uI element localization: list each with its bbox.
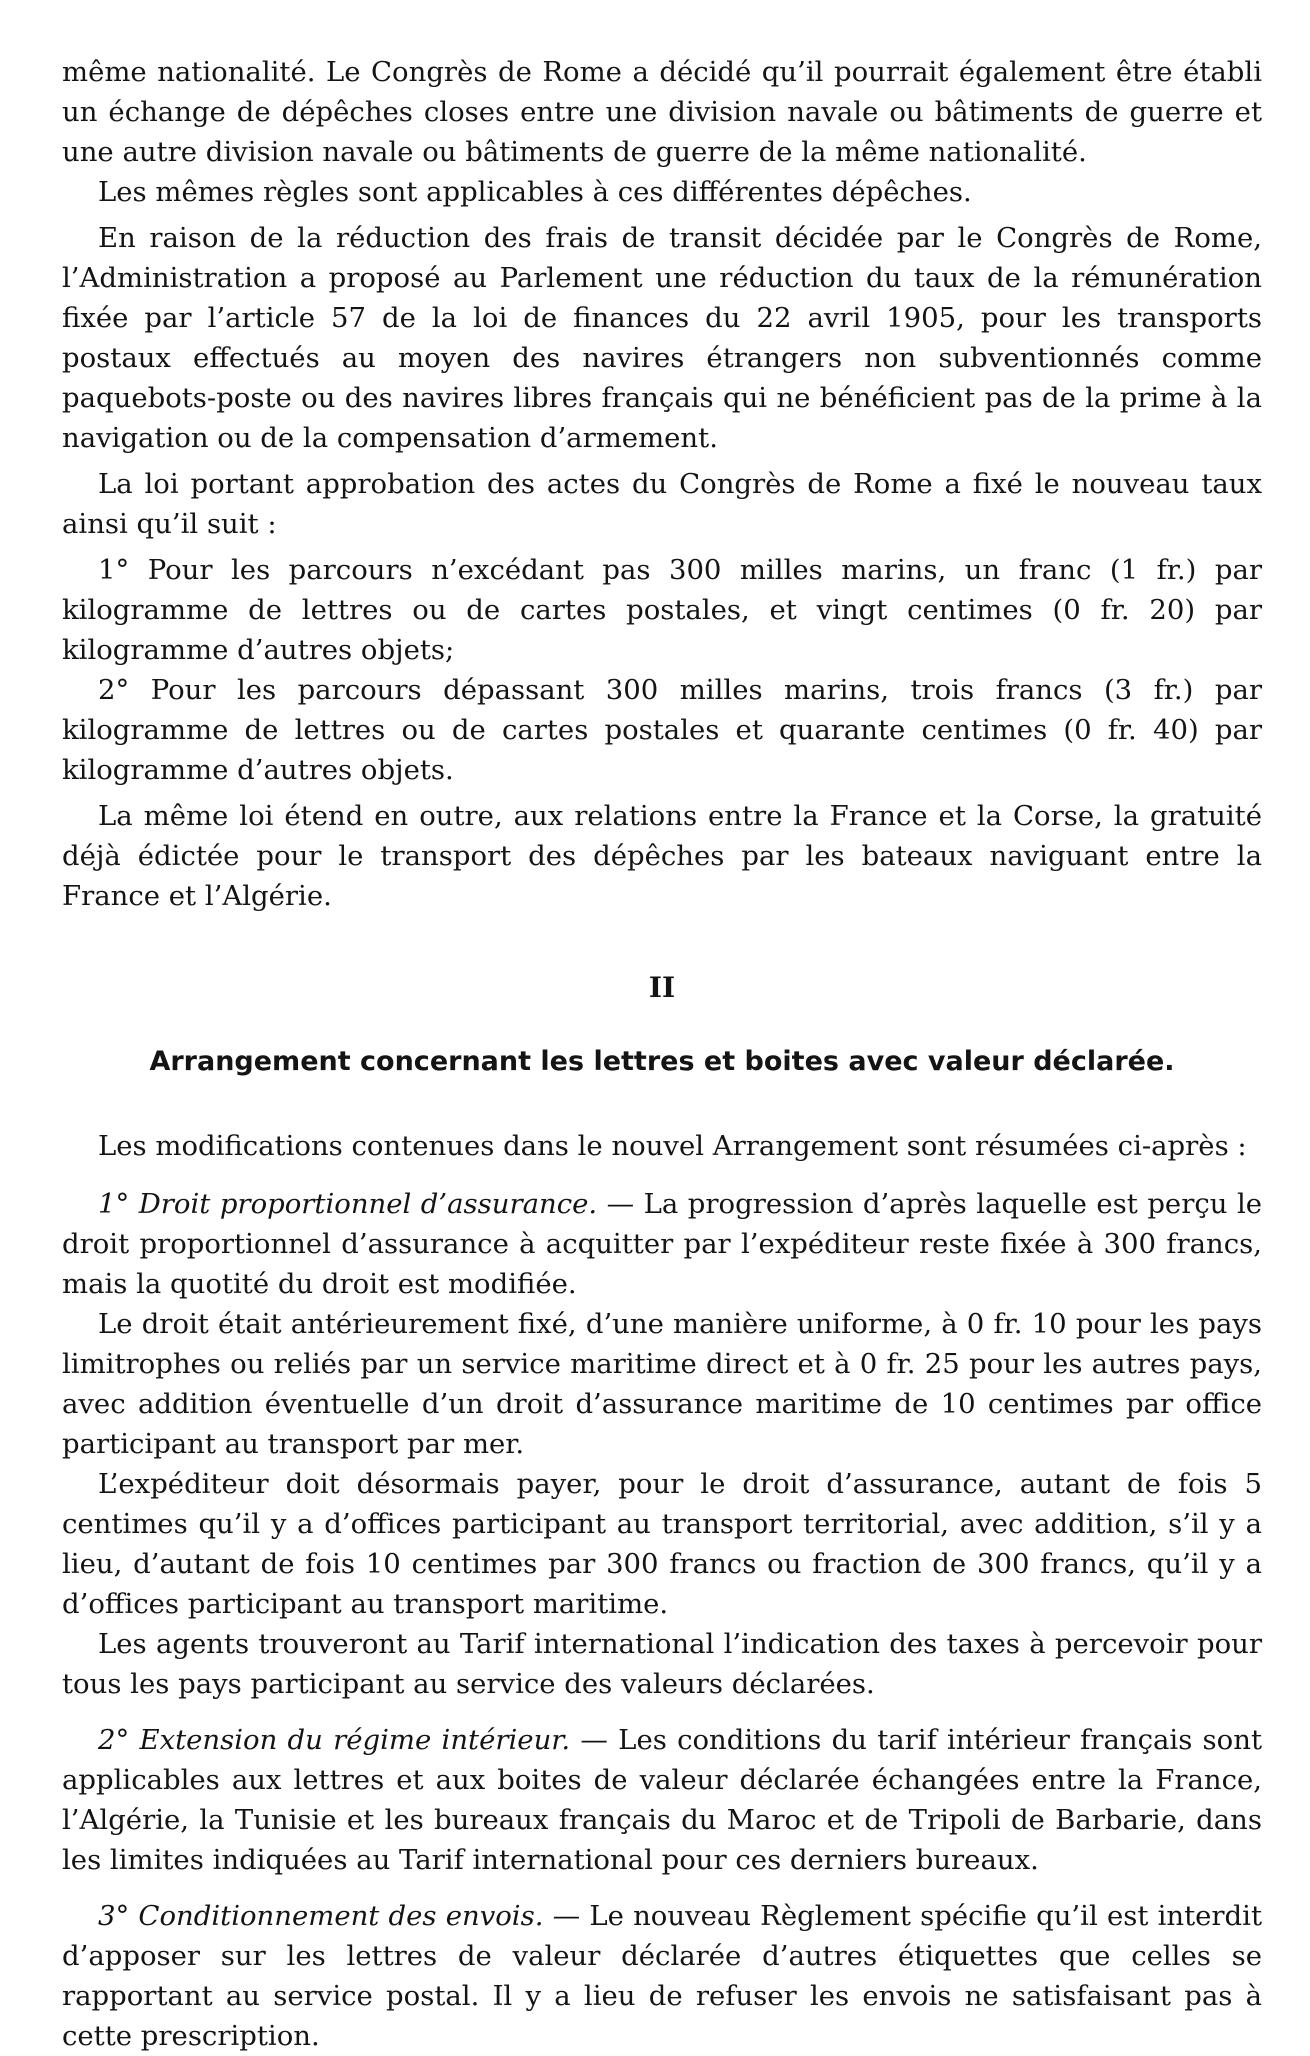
document-page bbox=[62, 52, 1262, 2056]
section-title: Arrangement concernant les lettres et boites avec valeur déclarée. bbox=[149, 1046, 1175, 1077]
item-1-text: — La progression d’après laquelle est perçu le droit proportionnel d’assurance à acquitter par l’expéditeur reste fixée à 300 francs, mais la quotité du droit est modifiée. bbox=[62, 1188, 1263, 1300]
paragraph-new-rate: L’expéditeur doit désormais payer, pour le droit d’assurance, autant de fois 5 centimes qu’il y a d’offices participant au transport territorial, avec addition, s’il y a lieu, d’autant de fois 10 centimes par 300 francs ou fraction de 300 francs, qu’il y a d’offices participant au transport maritime. bbox=[62, 1468, 1262, 1620]
paragraph-continuation: même nationalité. Le Congrès de Rome a décidé qu’il pourrait également être établi un échange de dépêches closes entre une division navale ou bâtiments de guerre et une autre division navale ou bâtiments de guerre de la même nationalité. bbox=[62, 56, 1262, 168]
item-1-paragraph bbox=[62, 1184, 1262, 1304]
paragraph-tariff: Les agents trouveront au Tarif international l’indication des taxes à percevoir pour tous les pays participant au service des valeurs déclarées. bbox=[62, 1628, 1262, 1700]
paragraph-former-rate: Le droit était antérieurement fixé, d’une manière uniforme, à 0 fr. 10 pour les pays limitrophes ou reliés par un service maritime direct et à 0 fr. 25 pour les autres pays, avec addition éventuelle d’un droit d’assurance maritime de 10 centimes par office participant au transport par mer. bbox=[62, 1308, 1262, 1460]
paragraph-rate-2: 2° Pour les parcours dépassant 300 milles marins, trois francs (3 fr.) par kilogramme de lettres ou de cartes postales et quarante centimes (0 fr. 40) par kilogramme d’autres objets. bbox=[62, 674, 1262, 786]
item-3-paragraph bbox=[62, 1896, 1262, 2056]
item-3-text: — Le nouveau Règlement spécifie qu’il est interdit d’apposer sur les lettres de valeur déclarée d’autres étiquettes que celles se rapportant au service postal. Il y a lieu de refuser les envois ne satisfaisant pas à cette prescription. bbox=[62, 1900, 1263, 2052]
item-2-heading: 2° Extension du régime intérieur. bbox=[98, 1724, 571, 1756]
section-number: II bbox=[648, 971, 676, 1004]
item-2-text: — Les conditions du tarif intérieur français sont applicables aux lettres et aux boites de valeur déclarée échangées entre la France, l’Algérie, la Tunisie et les bureaux français du Maroc et de Tripoli de Barbarie, dans les limites indiquées au Tarif international pour ces derniers bureaux. bbox=[62, 1724, 1262, 1876]
item-2-paragraph bbox=[62, 1720, 1262, 1880]
paragraph-rate-1: 1° Pour les parcours n’excédant pas 300 milles marins, un franc (1 fr.) par kilogramme de lettres ou de cartes postales, et vingt centimes (0 fr. 20) par kilogramme d’autres objets; bbox=[62, 554, 1262, 666]
paragraph-corsica: La même loi étend en outre, aux relations entre la France et la Corse, la gratuité déjà édictée pour le transport des dépêches par les bateaux naviguant entre la France et l’Algérie. bbox=[62, 800, 1262, 912]
paragraph-transit-reduction: En raison de la réduction des frais de transit décidée par le Congrès de Rome, l’Administration a proposé au Parlement une réduction du taux de la rémunération fixée par l’article 57 de la loi de finances du 22 avril 1905, pour les transports postaux effectués au moyen des navires étrangers non subventionnés comme paquebots-poste ou des navires libres français qui ne bénéficient pas de la prime à la navigation ou de la compensation d’armement. bbox=[62, 222, 1262, 454]
item-3-heading: 3° Conditionnement des envois. bbox=[98, 1900, 544, 1932]
paragraph-law-rate: La loi portant approbation des actes du Congrès de Rome a fixé le nouveau taux ainsi qu’il suit : bbox=[62, 468, 1262, 540]
paragraph-rules: Les mêmes règles sont applicables à ces différentes dépêches. bbox=[98, 176, 972, 208]
paragraph-intro: Les modifications contenues dans le nouvel Arrangement sont résumées ci-après : bbox=[98, 1130, 1247, 1162]
item-1-heading: 1° Droit proportionnel d’assurance. bbox=[98, 1188, 598, 1220]
